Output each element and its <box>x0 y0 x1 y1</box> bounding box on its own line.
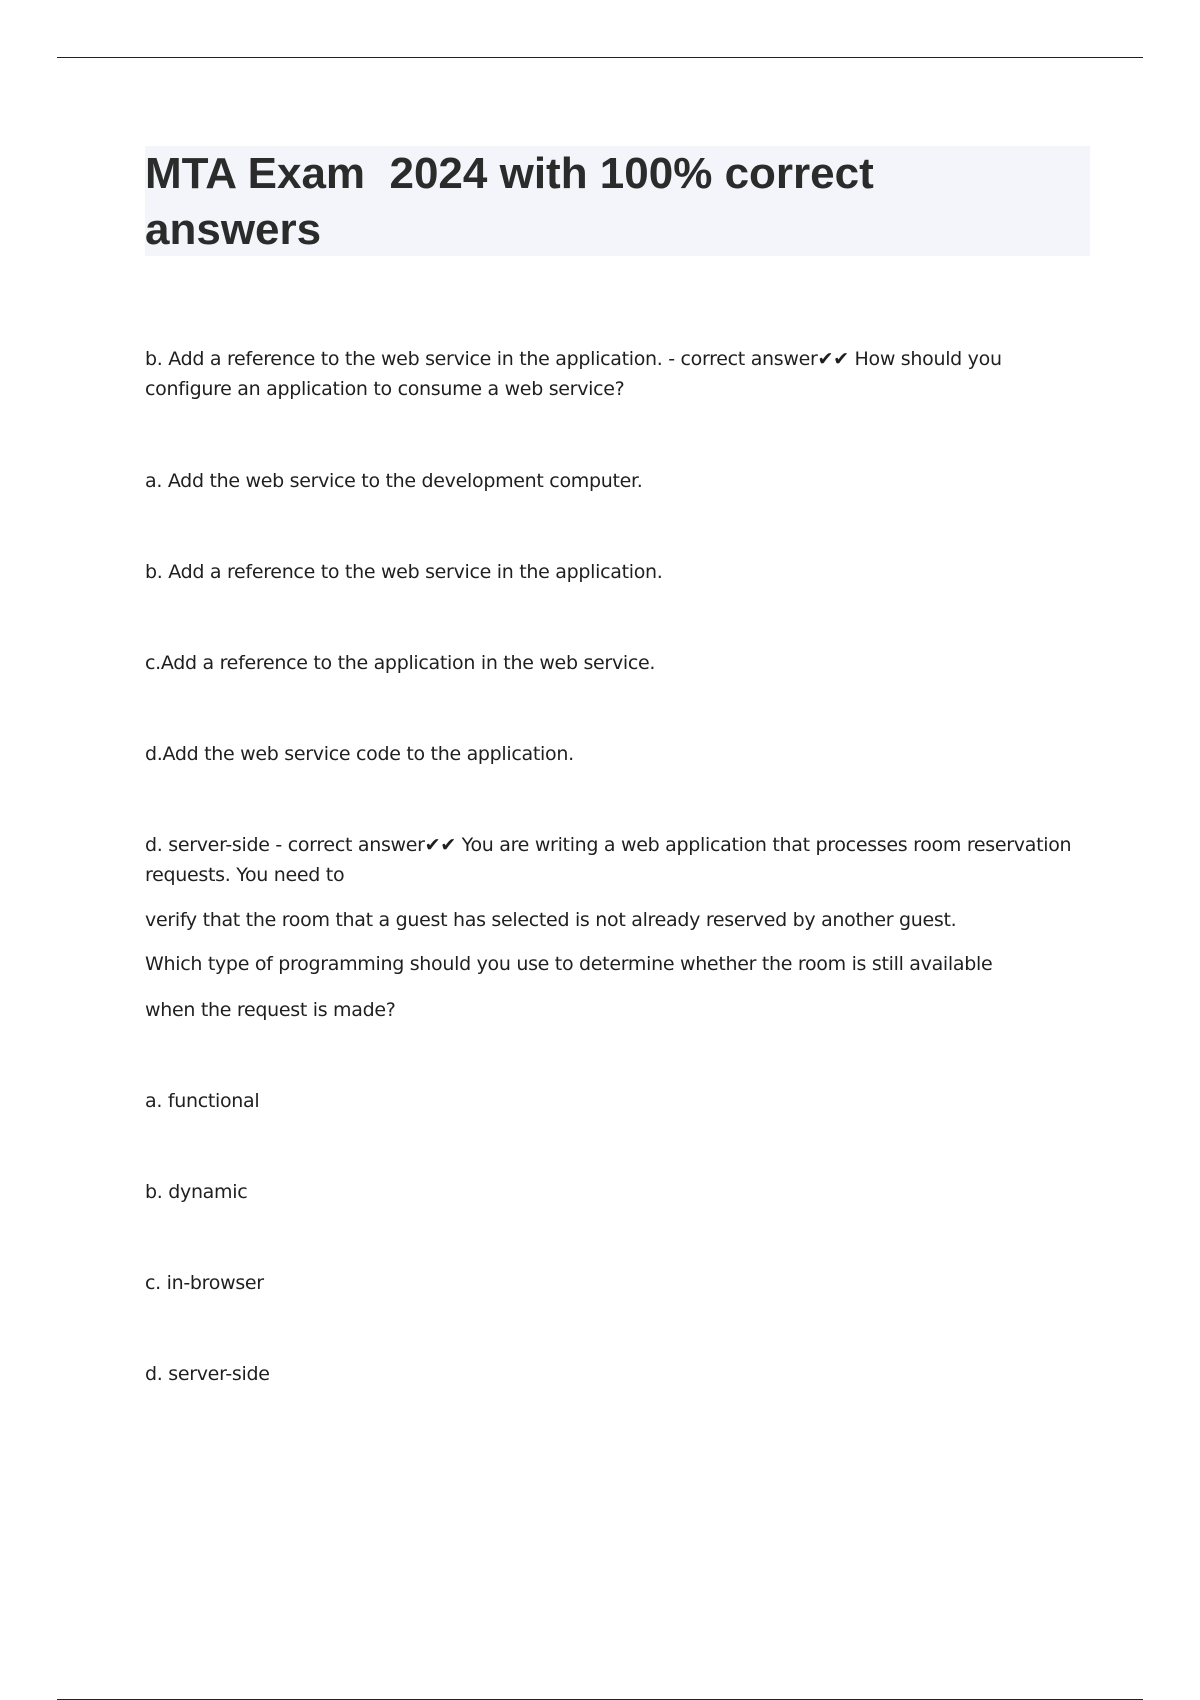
question-2-option-b: b. dynamic <box>145 1181 248 1203</box>
question-1-answer-and-prompt: b. Add a reference to the web service in the application. - correct answer✔✔ How should you configure an application to consume a web service? <box>145 348 1008 400</box>
question-1-option-c: c.Add a reference to the application in the web service. <box>145 652 656 674</box>
question-2-prompt-line-4: when the request is made? <box>145 999 396 1021</box>
question-2-answer-and-prompt: d. server-side - correct answer✔✔ You are writing a web application that processes room reservation requests. You need to <box>145 834 1078 886</box>
question-2-option-c: c. in-browser <box>145 1272 264 1294</box>
question-2-option-d: d. server-side <box>145 1363 270 1385</box>
title-banner <box>145 146 1090 256</box>
question-2-prompt-line-3: Which type of programming should you use to determine whether the room is still available <box>145 953 993 975</box>
question-1-option-d: d.Add the web service code to the application. <box>145 743 574 765</box>
question-2-option-a: a. functional <box>145 1090 260 1112</box>
question-1-option-a: a. Add the web service to the development computer. <box>145 470 643 492</box>
top-divider <box>57 57 1143 58</box>
question-2-prompt-line-2: verify that the room that a guest has selected is not already reserved by another guest. <box>145 909 957 931</box>
document-title: MTA Exam 2024 with 100% correct answers <box>145 149 886 254</box>
question-1-option-b: b. Add a reference to the web service in the application. <box>145 561 663 583</box>
